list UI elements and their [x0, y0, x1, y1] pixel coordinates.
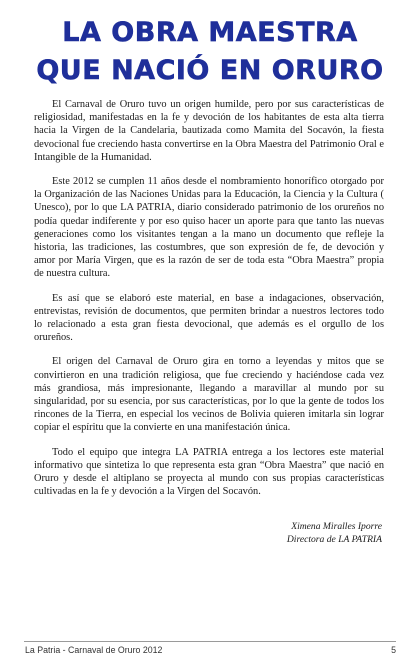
page-title-line-1: LA OBRA MAESTRA — [62, 17, 358, 48]
signature-name: Ximena Miralles Iporre — [291, 521, 382, 532]
paragraph-3: Es así que se elaboró este material, en base a indagaciones, observación, entrevistas, revisión de documentos, que permiten brindar a nuestros lectores todo lo relacionado a esta gran fiesta devocional, que además es el orgullo de los orureños. — [34, 292, 384, 344]
paragraph-1: El Carnaval de Oruro tuvo un origen humilde, pero por sus características de religiosidad, manifestadas en la fe y devoción de los habitantes de esta alta tierra hacia la Virgen de la Candelaria, bautizada como Mamita del Socavón, la fiesta devocional fue creciendo hasta convertirse en la Obra Maestra del Patrimonio Oral e Intangible de la Humanidad. — [34, 99, 384, 163]
paragraph-5: Todo el equipo que integra LA PATRIA entrega a los lectores este material informativo que sintetiza lo que representa esta gran “Obra Maestra” que nació en Oruro y desde el altiplano se proyecta al mundo con sus propias características cultivadas en la fe y devoción a la Virgen del Socavón. — [34, 446, 384, 498]
signature-role: Directora de LA PATRIA — [286, 534, 382, 545]
paragraph-4: El origen del Carnaval de Oruro gira en torno a leyendas y mitos que se convirtieron en una tradición religiosa, que fue creciendo y haciéndose cada vez más grandiosa, más impresionante, llegando a maravillar al mundo por su singularidad, por su esencia, por sus características, por lo que la gente de todos los rincones de la Tierra, en especial los vecinos de Bolivia quieren imitarla sin lograr copiar el espíritu que la convierte en una manifestación única. — [34, 356, 384, 434]
paragraph-2: Este 2012 se cumplen 11 años desde el nombramiento honorífico otorgado por la Organización de las Naciones Unidas para la Educación, la Ciencia y la Cultura ( Unesco), por lo que LA PATRIA, diario considerado patrimonio de los orureños no podía quedar indiferente y por eso quiso hacer un aporte para que tanto las nuevas generaciones como los visitantes tengan a la mano un documento que refleje la historia, las tradiciones, las costumbres, que son expresión de fe, de devoción y amor por María Virgen, que es la razón de ser de toda esta “Obra Maestra” propia de nuestra cultura. — [34, 176, 384, 280]
footer-divider — [24, 641, 396, 642]
article-body — [34, 98, 384, 509]
page-number: 5 — [391, 645, 396, 655]
page-title-line-2: QUE NACIÓ EN ORURO — [36, 55, 384, 86]
footer-publication: La Patria - Carnaval de Oruro 2012 — [25, 645, 163, 655]
signature-block — [287, 520, 382, 546]
